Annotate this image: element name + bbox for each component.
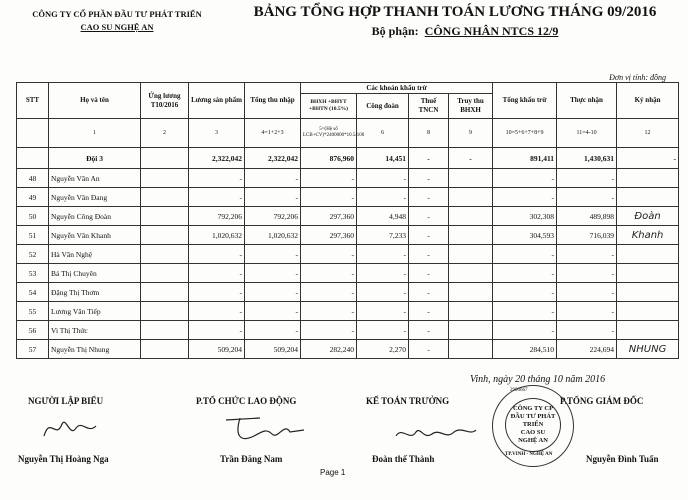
table-row — [17, 207, 679, 226]
unit-note: Đơn vị tính: đồng — [609, 73, 666, 82]
department-label: Bộ phận: — [371, 24, 419, 38]
cell-name: Nguyễn Thị Nhung — [49, 340, 141, 359]
cell-total-deduct: 304,593 — [493, 226, 557, 245]
cell-name: Nguyễn Văn Khanh — [49, 226, 141, 245]
cell-total-deduct: 302,308 — [493, 207, 557, 226]
role-preparer: NGƯỜI LẬP BIỂU — [28, 396, 104, 406]
table-row — [17, 321, 679, 340]
cell-union: 4,948 — [357, 207, 409, 226]
cell-union: - — [357, 169, 409, 188]
cell-union: - — [357, 302, 409, 321]
cell-tax: - — [409, 321, 449, 340]
signer-labor: Trần Đăng Nam — [220, 454, 283, 464]
cell-total-income: - — [245, 188, 301, 207]
cell-stt: 49 — [17, 188, 49, 207]
signer-accountant: Đoàn thế Thành — [372, 454, 435, 464]
cell-insurance: - — [301, 245, 357, 264]
cell-insurance: - — [301, 321, 357, 340]
cell-product: - — [189, 264, 245, 283]
cell-sign: Khanh — [617, 226, 679, 245]
header-advance: Ứng lương T10/2016 — [141, 83, 189, 119]
header-name: Họ và tên — [49, 83, 141, 119]
cell-tax: - — [409, 245, 449, 264]
cell-name: Nguyễn Văn Đang — [49, 188, 141, 207]
group-total-income: 2,322,042 — [245, 148, 301, 169]
cell-stt: 52 — [17, 245, 49, 264]
index-cell: 9 — [449, 119, 493, 148]
cell-sign — [617, 321, 679, 340]
cell-stt: 56 — [17, 321, 49, 340]
cell-union: - — [357, 264, 409, 283]
group-total-deduct: 891,411 — [493, 148, 557, 169]
cell-name: Đặng Thị Thơm — [49, 283, 141, 302]
cell-stt: 55 — [17, 302, 49, 321]
cell-stt: 53 — [17, 264, 49, 283]
cell-total-income: 792,206 — [245, 207, 301, 226]
cell-total-income: - — [245, 169, 301, 188]
header-stt: STT — [17, 83, 49, 119]
stamp-city: TP.VINH - NGHỆ AN — [505, 452, 553, 457]
cell-tax: - — [409, 340, 449, 359]
cell-union: 2,270 — [357, 340, 409, 359]
cell-stt: 57 — [17, 340, 49, 359]
header-total-deduct: Tổng khấu trừ — [493, 83, 557, 119]
index-cell: 12 — [617, 119, 679, 148]
table-row — [17, 340, 679, 359]
signature-accountant — [390, 420, 480, 446]
cell-total-deduct: - — [493, 321, 557, 340]
signature-preparer — [40, 410, 100, 444]
cell-name: Hà Văn Nghệ — [49, 245, 141, 264]
group-union: 14,451 — [357, 148, 409, 169]
cell-net: - — [557, 321, 617, 340]
cell-insurance: - — [301, 169, 357, 188]
table-row — [17, 264, 679, 283]
cell-name: Lương Văn Tiếp — [49, 302, 141, 321]
table-row — [17, 302, 679, 321]
header-deductions: Các khoản khấu trừ — [301, 83, 493, 94]
group-sign: - — [617, 148, 679, 169]
cell-sign: NHUNG — [617, 340, 679, 359]
header-union: Công đoàn — [357, 94, 409, 119]
cell-sign — [617, 245, 679, 264]
table-row — [17, 188, 679, 207]
header-product: Lương sản phẩm — [189, 83, 245, 119]
cell-insurance: - — [301, 302, 357, 321]
cell-sign: Đoàn — [617, 207, 679, 226]
cell-tax: - — [409, 169, 449, 188]
cell-union: - — [357, 188, 409, 207]
header-sign: Ký nhận — [617, 83, 679, 119]
cell-sign — [617, 188, 679, 207]
group-net: 1,430,631 — [557, 148, 617, 169]
cell-total-deduct: - — [493, 302, 557, 321]
payroll-table — [16, 82, 679, 359]
cell-net: - — [557, 302, 617, 321]
cell-net: - — [557, 188, 617, 207]
cell-insurance: 297,360 — [301, 226, 357, 245]
index-cell: 10=5+6+7+8+9 — [493, 119, 557, 148]
cell-insurance: 297,360 — [301, 207, 357, 226]
cell-product: 1,020,632 — [189, 226, 245, 245]
cell-product: - — [189, 283, 245, 302]
cell-total-deduct: - — [493, 169, 557, 188]
cell-insurance: 282,240 — [301, 340, 357, 359]
role-deputy-director: P.TỔNG GIÁM ĐỐC — [560, 396, 644, 406]
group-name: Đội 3 — [49, 148, 141, 169]
department-value: CÔNG NHÂN NTCS 12/9 — [424, 24, 559, 38]
cell-union: - — [357, 245, 409, 264]
cell-union: - — [357, 283, 409, 302]
cell-total-income: - — [245, 302, 301, 321]
signature-labor — [220, 410, 310, 446]
cell-total-deduct: - — [493, 188, 557, 207]
role-labor: P.TỔ CHỨC LAO ĐỘNG — [196, 396, 297, 406]
header-insurance: BHXH +BHYT +BHTN (10.5%) — [301, 94, 357, 119]
cell-total-deduct: - — [493, 283, 557, 302]
company-block — [22, 8, 212, 34]
report-title: BẢNG TỔNG HỢP THANH TOÁN LƯƠNG THÁNG 09/2016 — [253, 4, 657, 20]
index-cell: 8 — [409, 119, 449, 148]
cell-stt: 54 — [17, 283, 49, 302]
cell-total-deduct: - — [493, 245, 557, 264]
cell-insurance: - — [301, 264, 357, 283]
index-cell: 6 — [357, 119, 409, 148]
cell-total-income: 1,020,632 — [245, 226, 301, 245]
signer-director: Nguyễn Đình Tuấn — [586, 454, 659, 464]
cell-net: - — [557, 264, 617, 283]
cell-tax: - — [409, 207, 449, 226]
table-row — [17, 245, 679, 264]
group-product: 2,322,042 — [189, 148, 245, 169]
department — [300, 24, 630, 39]
cell-net: 716,039 — [557, 226, 617, 245]
cell-product: - — [189, 302, 245, 321]
cell-total-deduct: - — [493, 264, 557, 283]
header-tax: Thuế TNCN — [409, 94, 449, 119]
cell-total-income: - — [245, 321, 301, 340]
cell-tax: - — [409, 226, 449, 245]
cell-total-income: - — [245, 264, 301, 283]
cell-product: - — [189, 321, 245, 340]
cell-name: Nguyễn Văn An — [49, 169, 141, 188]
cell-name: Nguyễn Công Đoàn — [49, 207, 141, 226]
cell-total-income: - — [245, 283, 301, 302]
cell-net: - — [557, 245, 617, 264]
cell-insurance: - — [301, 283, 357, 302]
index-cell: 3 — [189, 119, 245, 148]
cell-product: - — [189, 188, 245, 207]
index-cell: 1 — [49, 119, 141, 148]
cell-product: 792,206 — [189, 207, 245, 226]
group-insurance: 876,960 — [301, 148, 357, 169]
index-cell: 4=1+2+3 — [245, 119, 301, 148]
cell-union: 7,233 — [357, 226, 409, 245]
cell-total-income: 509,204 — [245, 340, 301, 359]
cell-sign — [617, 283, 679, 302]
report-date: Vinh, ngày 20 tháng 10 năm 2016 — [470, 374, 606, 385]
cell-sign — [617, 264, 679, 283]
header-recover: Truy thu BHXH — [449, 94, 493, 119]
cell-net: - — [557, 283, 617, 302]
group-row — [17, 148, 679, 169]
table-row — [17, 226, 679, 245]
cell-total-deduct: 284,510 — [493, 340, 557, 359]
cell-tax: - — [409, 264, 449, 283]
index-cell: 2 — [141, 119, 189, 148]
cell-product: - — [189, 245, 245, 264]
cell-net: - — [557, 169, 617, 188]
cell-stt: 48 — [17, 169, 49, 188]
group-recover: - — [449, 148, 493, 169]
company-line1: CÔNG TY CỔ PHẦN ĐẦU TƯ PHÁT TRIỂN — [32, 9, 202, 19]
page-number: Page 1 — [320, 468, 346, 477]
table-row — [17, 169, 679, 188]
cell-tax: - — [409, 283, 449, 302]
company-line2: CAO SU NGHỆ AN — [80, 22, 154, 32]
header-net: Thực nhận — [557, 83, 617, 119]
index-cell: 5=(Hệ số LCB+CV)*2400000*10.5/100 — [301, 119, 357, 148]
cell-product: - — [189, 169, 245, 188]
signer-preparer: Nguyễn Thị Hoàng Nga — [18, 454, 109, 464]
cell-stt: 50 — [17, 207, 49, 226]
cell-tax: - — [409, 188, 449, 207]
stamp-text: CÔNG TY CP ĐẦU TƯ PHÁT TRIỂN CAO SU NGHỆ AN — [505, 398, 561, 452]
table-row — [17, 283, 679, 302]
header-total-income: Tổng thu nhập — [245, 83, 301, 119]
cell-sign — [617, 169, 679, 188]
cell-net: 224,694 — [557, 340, 617, 359]
cell-stt: 51 — [17, 226, 49, 245]
cell-total-income: - — [245, 245, 301, 264]
cell-tax: - — [409, 302, 449, 321]
cell-name: Bá Thị Chuyên — [49, 264, 141, 283]
cell-sign — [617, 302, 679, 321]
cell-net: 489,898 — [557, 207, 617, 226]
cell-name: Vi Thị Thức — [49, 321, 141, 340]
cell-insurance: - — [301, 188, 357, 207]
cell-product: 509,204 — [189, 340, 245, 359]
role-chief-accountant: KẾ TOÁN TRƯỞNG — [366, 396, 450, 406]
cell-union: - — [357, 321, 409, 340]
stamp-number: 2900667 — [510, 388, 528, 393]
index-cell: 11=4-10 — [557, 119, 617, 148]
group-tax: - — [409, 148, 449, 169]
